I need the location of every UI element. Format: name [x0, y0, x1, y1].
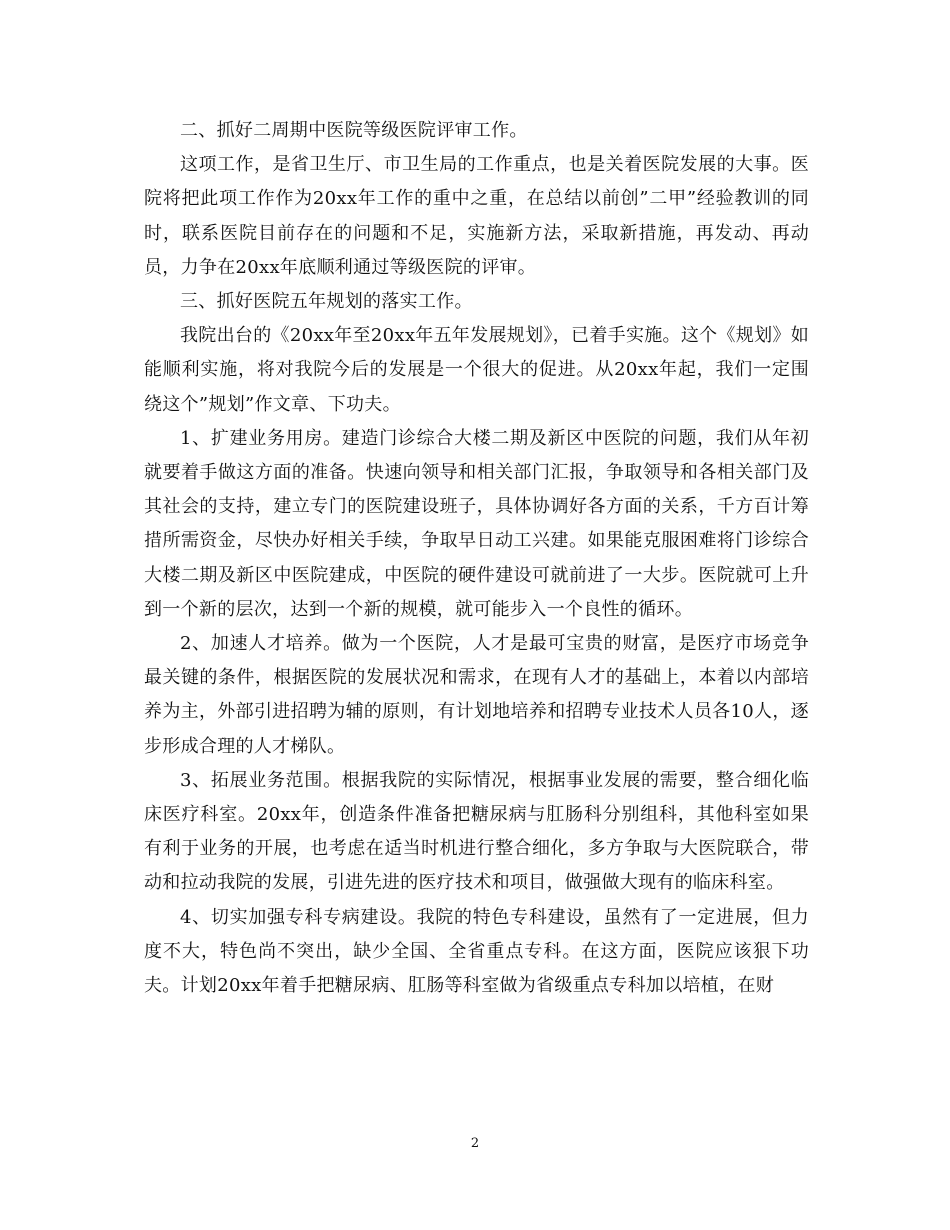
- paragraph-item-3: 3、拓展业务范围。根据我院的实际情况，根据事业发展的需要，整合细化临床医疗科室。20xx年，创造条件准备把糖尿病与肛肠科分别组科，其他科室如果有利于业务的开展，也考虑在适当时机进行整合细化，多方争取与大医院联合，带动和拉动我院的发展，引进先进的医疗技术和项目，做强做大现有的临床科室。: [144, 769, 809, 894]
- paragraph-item-1: 1、扩建业务用房。建造门诊综合大楼二期及新区中医院的问题，我们从年初就要着手做这方面的准备。快速向领导和相关部门汇报，争取领导和各相关部门及其社会的支持，建立专门的医院建设班子，具体协调好各方面的关系，千方百计筹措所需资金，尽快办好相关手续，争取早日动工兴建。如果能克服困难将门诊综合大楼二期及新区中医院建成，中医院的硬件建设可就前进了一大步。医院就可上升到一个新的层次，达到一个新的规模，就可能步入一个良性的循环。: [144, 427, 809, 620]
- paragraph-item-2: 2、加速人才培养。做为一个医院，人才是最可宝贵的财富，是医疗市场竞争最关键的条件，根据医院的发展状况和需求，在现有人才的基础上，本着以内部培养为主，外部引进招聘为辅的原则，有计划地培养和招聘专业技术人员各10人，逐步形成合理的人才梯队。: [144, 633, 809, 757]
- paragraph-item-4: 4、切实加强专科专病建设。我院的特色专科建设，虽然有了一定进展，但力度不大，特色尚不突出，缺少全国、全省重点专科。在这方面，医院应该狠下功夫。计划20xx年着手把糖尿病、肛肠等科室做为省级重点专科加以培植，在财: [144, 906, 809, 997]
- section-heading-2: 二、抓好二周期中医院等级医院评审工作。: [180, 120, 528, 141]
- section-heading-3: 三、抓好医院五年规划的落实工作。: [180, 291, 473, 313]
- paragraph-five-year-plan: 我院出台的《20xx年至20xx年五年发展规划》，已着手实施。这个《规划》如能顺利实施，将对我院今后的发展是一个很大的促进。从20xx年起，我们一定围绕这个”规划”作文章、下功夫。: [144, 325, 809, 415]
- page-number: 2: [470, 1136, 480, 1151]
- document-body: [144, 114, 809, 1003]
- paragraph-evaluation: 这项工作，是省卫生厅、市卫生局的工作重点，也是关着医院发展的大事。医院将把此项工作作为20xx年工作的重中之重，在总结以前创”二甲”经验教训的同时，联系医院目前存在的问题和不足，实施新方法，采取新措施，再发动、再动员，力争在20xx年底顺利通过等级医院的评审。: [144, 154, 809, 278]
